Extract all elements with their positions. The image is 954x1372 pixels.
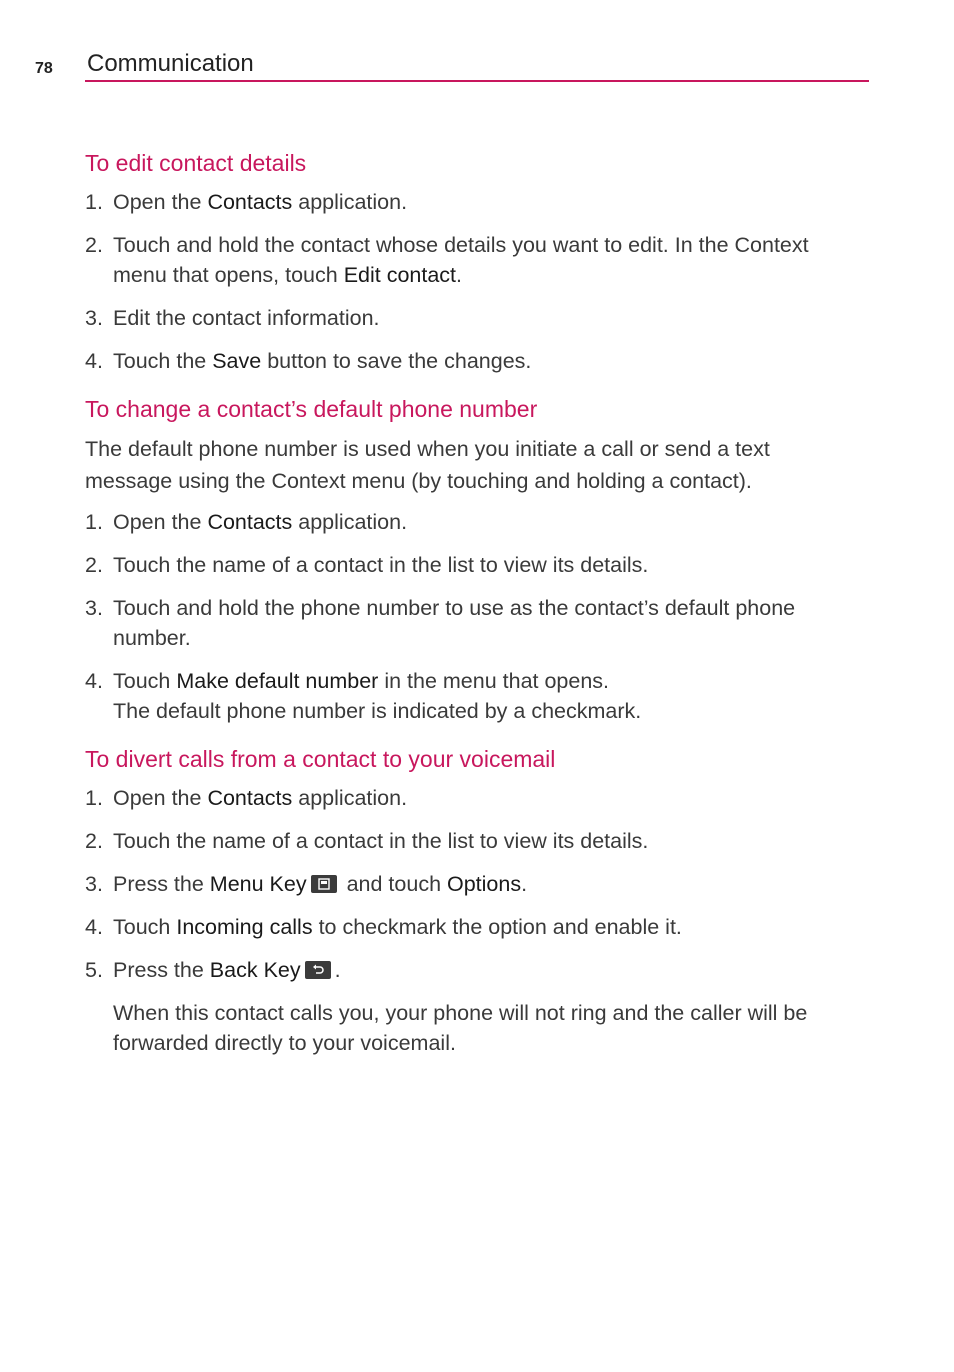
step-number: 1. <box>85 190 103 214</box>
list-item <box>85 230 860 290</box>
step-text: . <box>456 263 463 287</box>
page-title: Communication <box>87 50 254 77</box>
step-text: Press the <box>113 872 210 896</box>
step-text: Edit the contact information. <box>113 306 380 330</box>
step-text: application. <box>292 510 408 534</box>
step-text: and touch <box>340 872 447 896</box>
list-item <box>85 912 860 942</box>
header-divider <box>85 80 869 82</box>
list-item <box>85 826 860 856</box>
step-number: 2. <box>85 553 103 577</box>
step-term: Contacts <box>207 190 293 214</box>
default-number-steps <box>85 507 860 726</box>
step-term: Save <box>212 349 262 373</box>
step-text: Open the <box>113 510 208 534</box>
list-item <box>85 869 860 899</box>
section-heading-divert-calls: To divert calls from a contact to your voicemail <box>85 746 556 772</box>
step-text: Press the <box>113 958 210 982</box>
step-number: 1. <box>85 510 103 534</box>
step-number: 4. <box>85 915 103 939</box>
section-intro: The default phone number is used when you initiate a call or send a text message using the Context menu (by touching and holding a contact). <box>85 437 770 493</box>
list-item <box>85 303 860 333</box>
step-number: 3. <box>85 596 103 620</box>
step-text: Touch and hold the contact whose details you want to edit. In the Context menu that opens, touch <box>113 233 809 287</box>
list-item <box>85 955 860 985</box>
step-text: application. <box>292 786 408 810</box>
divert-calls-steps <box>85 783 860 985</box>
list-item <box>85 783 860 813</box>
step-text: button to save the changes. <box>261 349 532 373</box>
step-number: 3. <box>85 306 103 330</box>
back-key-icon <box>305 961 331 979</box>
list-item <box>85 507 860 537</box>
step-text: Touch and hold the phone number to use as the contact’s default phone number. <box>113 596 796 650</box>
step-text: Touch the name of a contact in the list to view its details. <box>113 553 649 577</box>
step-text: . <box>521 872 528 896</box>
step-text: Touch <box>113 669 177 693</box>
step-term: Back Key <box>209 958 301 982</box>
list-item <box>85 666 860 726</box>
step-number: 1. <box>85 786 103 810</box>
list-item <box>85 593 860 653</box>
step-text: to checkmark the option and enable it. <box>312 915 682 939</box>
page-number: 78 <box>35 60 53 77</box>
step-term: Contacts <box>207 786 293 810</box>
step-text: Open the <box>113 190 208 214</box>
edit-contact-steps <box>85 187 860 376</box>
step-term: Incoming calls <box>176 915 313 939</box>
list-item <box>85 346 860 376</box>
step-note: The default phone number is indicated by a checkmark. <box>113 699 642 723</box>
step-text: in the menu that opens. <box>378 669 610 693</box>
step-term: Contacts <box>207 510 293 534</box>
step-number: 4. <box>85 669 103 693</box>
step-text: Touch the <box>113 349 213 373</box>
closing-paragraph: When this contact calls you, your phone will not ring and the caller will be forwarded directly to your voicemail. <box>113 1001 808 1055</box>
step-number: 5. <box>85 958 103 982</box>
step-number: 2. <box>85 233 103 257</box>
step-text: . <box>334 958 341 982</box>
step-term: Make default number <box>176 669 379 693</box>
section-heading-default-number: To change a contact’s default phone number <box>85 396 538 422</box>
menu-key-icon <box>311 875 337 893</box>
step-text: Open the <box>113 786 208 810</box>
step-text: Touch <box>113 915 177 939</box>
step-term: Menu Key <box>209 872 307 896</box>
step-text: Touch the name of a contact in the list to view its details. <box>113 829 649 853</box>
page-content <box>85 148 860 1058</box>
section-heading-edit-contact: To edit contact details <box>85 150 307 176</box>
step-number: 3. <box>85 872 103 896</box>
step-number: 2. <box>85 829 103 853</box>
list-item <box>85 550 860 580</box>
step-term: Options <box>447 872 522 896</box>
step-number: 4. <box>85 349 103 373</box>
list-item <box>85 187 860 217</box>
step-term: Edit contact <box>343 263 457 287</box>
step-text: application. <box>292 190 408 214</box>
